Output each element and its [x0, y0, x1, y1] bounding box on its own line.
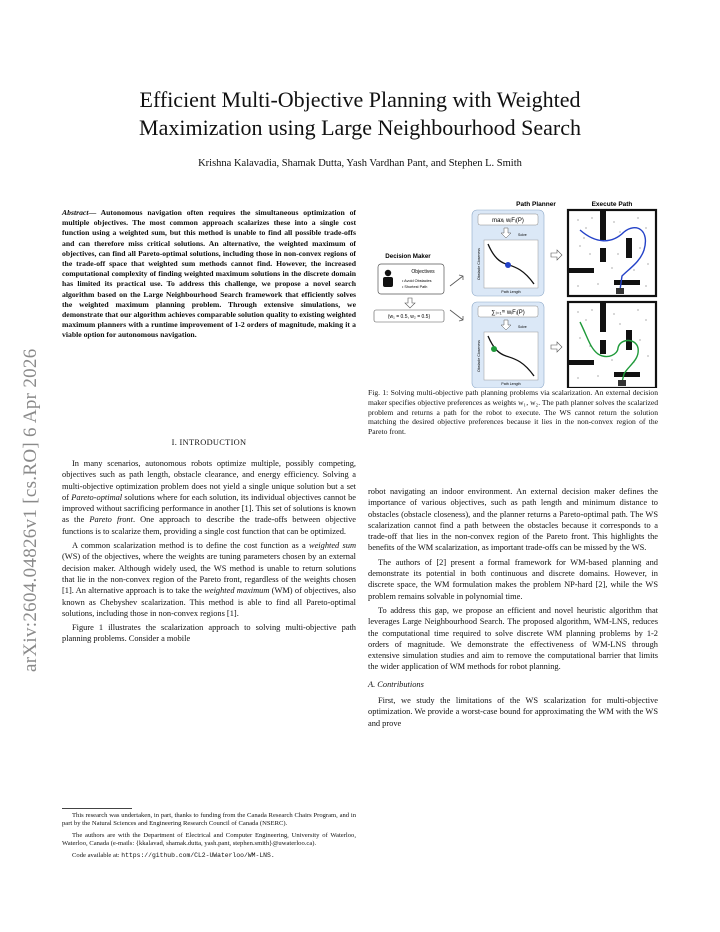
- execute-path-title: Execute Path: [591, 201, 633, 208]
- subsection-title: A. Contributions: [368, 679, 424, 689]
- abstract: [62, 208, 356, 341]
- section-title: I. INTRODUCTION: [171, 438, 247, 447]
- person-icon: [385, 270, 391, 276]
- top-map: [568, 210, 656, 296]
- right-arrow-icon: [551, 342, 562, 352]
- bottom-solve-label: Solve: [518, 325, 527, 329]
- figure-caption: Fig. 1: Solving multi-objective path planning problems via scalarization. An external decision maker specifies objective preferences as weights w₁, w₂. The path planner solves the scalarized problem and returns a path for the robot to execute. The WS cannot return the solution matching the desired objective preferences because it lies in the non-convex region of the Pareto front.: [368, 388, 658, 437]
- footnote-code: Code available at: https://github.com/CL2-UWaterloo/WM-LNS.: [72, 851, 275, 859]
- objective-2: • Shortest Path: [402, 285, 428, 289]
- bottom-x-axis: Path Length: [501, 382, 521, 386]
- top-formula: maxᵢ wᵢFᵢ(P): [492, 218, 524, 224]
- abstract-label: Abstract: [62, 208, 89, 217]
- footnote-funding: This research was undertaken, in part, thanks to funding from the Canada Research Chairs Program, and in part by the Natural Sciences and Engineering Research Council of Canada (NSERC).: [62, 812, 356, 828]
- weights-label: (w₁ = 0.5, w₂ = 0.5): [387, 314, 431, 320]
- bottom-formula: ∑ᵢ₌₁ᵐ wᵢFᵢ(P): [491, 310, 525, 316]
- top-y-axis: Obstacle Closeness: [477, 248, 481, 280]
- footnote-rule: [62, 808, 132, 809]
- arrow-down-icon: [450, 310, 463, 321]
- down-arrow-icon: [405, 298, 415, 308]
- objective-1: • Avoid Obstacles: [402, 279, 432, 283]
- path-planner-title: Path Planner: [516, 201, 556, 208]
- paper-title: [80, 86, 640, 142]
- arxiv-id: arXiv:2604.04826v1 [cs.RO] 6 Apr 2026: [20, 348, 41, 672]
- authors: Krishna Kalavadia, Shamak Dutta, Yash Vardhan Pant, and Stephen L. Smith: [198, 158, 522, 169]
- top-solve-label: Solve: [518, 233, 527, 237]
- arxiv-stamp: [18, 262, 42, 672]
- objectives-label: Objectives: [411, 269, 435, 275]
- abstract-text: — Autonomous navigation often requires the simultaneous optimization of multiple objectives. The most common approach scalarizes these into a single cost function using a weighted sum, but this method is unable to find all possible trade-offs and can therefore miss critical solutions. An alternative, the weighted maximum of objectives, can find all Pareto-optimal solutions, including those in non-convex regions of the trade-off space that weighted sum methods cannot find. However, the increased computational complexity of finding weighted maximum solutions in the discrete domain has limited its practical use. To address this challenge, we propose a novel search algorithm based on the Large Neighbourhood Search framework that efficiently solves the weighted maximum planning problem. Through extensive simulations, we demonstrate that our algorithm achieves comparable solution quality to existing weighted maximum planners with a runtime improvement of 1-2 orders of magnitude, making it a viable option for autonomous navigation.: [62, 208, 356, 340]
- intro-paragraph-1: In many scenarios, autonomous robots optimize multiple, possibly competing, objectives such as path length, obstacle clearance, and energy efficiency. Solving a multi-objective optimization problem does not yield a single unique solution but a set of Pareto-optimal solutions where for each solution, its individual objectives cannot be improved without sacrificing performance in another [1]. This set of solutions is known as the Pareto front. One approach to describe the trade-offs between objective functions is to scalarize them, providing a single cost function that can be optimized.: [62, 459, 356, 536]
- bottom-solution-point: [491, 346, 497, 352]
- title-line-2: Maximization using Large Neighbourhood Search: [139, 115, 581, 140]
- right-arrow-icon: [551, 250, 562, 260]
- top-pareto-plot: [484, 240, 538, 288]
- intro-paragraph-2: A common scalarization method is to define the cost function as a weighted sum (WS) of the objectives, where the weights are tuning parameters chosen by an external decision maker. Although widely used, the WS method is unable to return solutions that lie in the non-convex region of the Pareto front, regardless of the weights chosen [1]. An alternative approach is to take the weighted maximum (WM) of objectives, also known as Chebyshev scalarization. This method is able to find all Pareto-optimal solutions, including those in non-convex regions [1].: [62, 541, 357, 618]
- top-x-axis: Path Length: [501, 290, 521, 294]
- top-solution-point: [505, 262, 511, 268]
- title-line-1: Efficient Multi-Objective Planning with Weighted: [139, 87, 581, 112]
- arrow-up-icon: [450, 275, 463, 286]
- intro-paragraph-3: Figure 1 illustrates the scalarization approach to solving multi-objective path planning problems. Consider a mobile: [62, 623, 356, 644]
- bottom-map: [568, 302, 656, 388]
- right-paragraph-4: First, we study the limitations of the WS scalarization for multi-objective optimization. We provide a worst-case bound for approximating the WM with the WS and prove: [368, 696, 658, 728]
- intro-body: [62, 458, 356, 648]
- footnotes: [62, 808, 356, 863]
- decision-maker-title: Decision Maker: [385, 253, 431, 260]
- footnote-affiliation: The authors are with the Department of Electrical and Computer Engineering, University of Waterloo, Waterloo, Canada (e-mails: {kkalavad, shamak.dutta, yash.pant, stephen.smith}@uwaterloo.ca).: [62, 831, 356, 848]
- code-link[interactable]: https://github.com/CL2-UWaterloo/WM-LNS.: [121, 851, 275, 859]
- right-column-body: [368, 486, 658, 732]
- right-paragraph-3: To address this gap, we propose an efficient and novel heuristic algorithm that leverages Large Neighbourhood Search. The proposed algorithm, WM-LNS, reduces the computational time required to solve discrete WM planning problems by 1-2 orders of magnitude. We demonstrate the effectiveness of WM-LNS through extensive simulation studies and aim to remove the computational barrier that limits the wider application of WM methods for robot planning.: [368, 605, 658, 672]
- right-paragraph-1: robot navigating an indoor environment. An external decision maker defines the importance of various objectives, such as path length and minimum distance to obstacles (obstacle closeness), and the planner returns a Pareto-optimal path. The WS scalarization cannot find a path between the obstacles because it corresponds to a trade-off that lies in the non-convex region of the Pareto front. This highlights the benefits of the WM scalarization, as important trade-offs can be missed by the WS.: [368, 487, 658, 553]
- bottom-pareto-plot: [484, 332, 538, 380]
- right-paragraph-2: The authors of [2] present a formal framework for WM-based planning and demonstrate its potential in both continuous and discrete domains. However, in discrete space, the WM formulation makes the problem NP-hard [2], while the WS problem remains solvable in polynomial time.: [368, 557, 658, 601]
- bottom-y-axis: Obstacle Closeness: [477, 340, 481, 372]
